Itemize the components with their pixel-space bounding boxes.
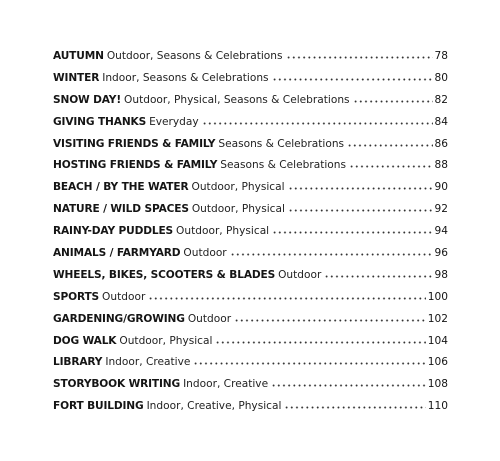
dot-leader bbox=[202, 122, 433, 125]
entry-page-number: 110 bbox=[427, 400, 448, 413]
toc-entry-gardening bbox=[53, 309, 448, 331]
entry-page-number: 82 bbox=[434, 93, 448, 106]
toc-entry-fort-building bbox=[53, 396, 448, 418]
toc-entry-dog-walk bbox=[53, 331, 448, 353]
entry-page-number: 102 bbox=[427, 312, 448, 325]
dot-leader bbox=[148, 297, 425, 300]
dot-leader bbox=[347, 144, 432, 147]
entry-title: NATURE / WILD SPACES bbox=[53, 203, 189, 216]
entry-title: FORT BUILDING bbox=[53, 400, 144, 413]
entry-title: HOSTING FRIENDS & FAMILY bbox=[53, 159, 218, 172]
entry-tags: Outdoor, Physical, Seasons & Celebrations bbox=[124, 93, 350, 106]
entry-page-number: 80 bbox=[434, 71, 448, 84]
dot-leader bbox=[230, 253, 433, 256]
entry-title: GARDENING/GROWING bbox=[53, 312, 185, 325]
toc-entry-winter bbox=[53, 68, 448, 90]
entry-page-number: 100 bbox=[427, 290, 448, 303]
dot-leader bbox=[271, 384, 426, 387]
entry-title: WHEELS, BIKES, SCOOTERS & BLADES bbox=[53, 268, 276, 281]
entry-page-number: 98 bbox=[434, 268, 448, 281]
entry-page-number: 88 bbox=[434, 159, 448, 172]
entry-page-number: 92 bbox=[434, 203, 448, 216]
entry-tags: Outdoor, Physical bbox=[191, 181, 285, 194]
dot-leader bbox=[193, 362, 425, 365]
toc-entry-rainy-day-puddles bbox=[53, 221, 448, 243]
dot-leader bbox=[272, 78, 433, 81]
entry-tags: Outdoor bbox=[183, 247, 227, 260]
toc-entry-storybook-writing bbox=[53, 374, 448, 396]
entry-page-number: 96 bbox=[434, 247, 448, 260]
toc-entry-animals bbox=[53, 243, 448, 265]
entry-title: VISITING FRIENDS & FAMILY bbox=[53, 137, 216, 150]
dot-leader bbox=[288, 187, 433, 190]
entry-page-number: 104 bbox=[427, 334, 448, 347]
dot-leader bbox=[353, 100, 433, 103]
entry-tags: Everyday bbox=[149, 115, 199, 128]
entry-page-number: 78 bbox=[434, 50, 448, 62]
toc-entry-sports bbox=[53, 287, 448, 309]
entry-tags: Outdoor bbox=[187, 312, 232, 325]
entry-page-number: 94 bbox=[434, 225, 448, 238]
entry-page-number: 84 bbox=[434, 115, 448, 128]
entry-title: SNOW DAY! bbox=[53, 93, 122, 106]
entry-page-number: 108 bbox=[427, 378, 448, 391]
entry-title: RAINY-DAY PUDDLES bbox=[53, 225, 174, 238]
toc-entry-autumn bbox=[53, 46, 448, 68]
entry-title: STORYBOOK WRITING bbox=[53, 378, 181, 391]
toc-entry-wheels bbox=[53, 265, 448, 287]
dot-leader bbox=[215, 341, 425, 344]
entry-title: SPORTS bbox=[53, 290, 100, 303]
entry-title: BEACH / BY THE WATER bbox=[53, 181, 189, 194]
entry-tags: Outdoor, Physical bbox=[119, 334, 213, 347]
dot-leader bbox=[284, 406, 425, 409]
entry-tags: Seasons & Celebrations bbox=[220, 159, 347, 172]
toc-entry-snow-day bbox=[53, 90, 448, 112]
dot-leader bbox=[288, 209, 433, 212]
entry-title: LIBRARY bbox=[53, 356, 103, 369]
entry-title: DOG WALK bbox=[53, 334, 117, 347]
toc-entry-hosting-friends-family bbox=[53, 155, 448, 177]
toc-entry-visiting-friends-family bbox=[53, 134, 448, 156]
entry-tags: Seasons & Celebrations bbox=[218, 137, 345, 150]
entry-tags: Outdoor bbox=[278, 268, 322, 281]
toc-entry-giving-thanks bbox=[53, 112, 448, 134]
entry-title: ANIMALS / FARMYARD bbox=[53, 247, 181, 260]
entry-tags: Indoor, Seasons & Celebrations bbox=[102, 71, 269, 84]
entry-tags: Indoor, Creative bbox=[105, 356, 191, 369]
entry-title: AUTUMN bbox=[53, 50, 104, 62]
entry-tags: Outdoor, Physical bbox=[191, 203, 285, 216]
toc-entry-beach bbox=[53, 177, 448, 199]
entry-page-number: 106 bbox=[427, 356, 448, 369]
entry-tags: Outdoor bbox=[102, 290, 146, 303]
table-of-contents bbox=[53, 46, 448, 418]
dot-leader bbox=[272, 231, 432, 234]
toc-entry-library bbox=[53, 352, 448, 374]
entry-page-number: 86 bbox=[434, 137, 448, 150]
entry-tags: Outdoor, Seasons & Celebrations bbox=[106, 50, 283, 62]
entry-tags: Indoor, Creative, Physical bbox=[146, 400, 282, 413]
dot-leader bbox=[349, 165, 433, 168]
dot-leader bbox=[234, 319, 426, 322]
dot-leader bbox=[286, 56, 433, 59]
entry-tags: Indoor, Creative bbox=[183, 378, 269, 391]
entry-title: WINTER bbox=[53, 71, 100, 84]
dot-leader bbox=[324, 275, 432, 278]
toc-entry-nature bbox=[53, 199, 448, 221]
entry-page-number: 90 bbox=[434, 181, 448, 194]
entry-tags: Outdoor, Physical bbox=[176, 225, 270, 238]
entry-title: GIVING THANKS bbox=[53, 115, 147, 128]
